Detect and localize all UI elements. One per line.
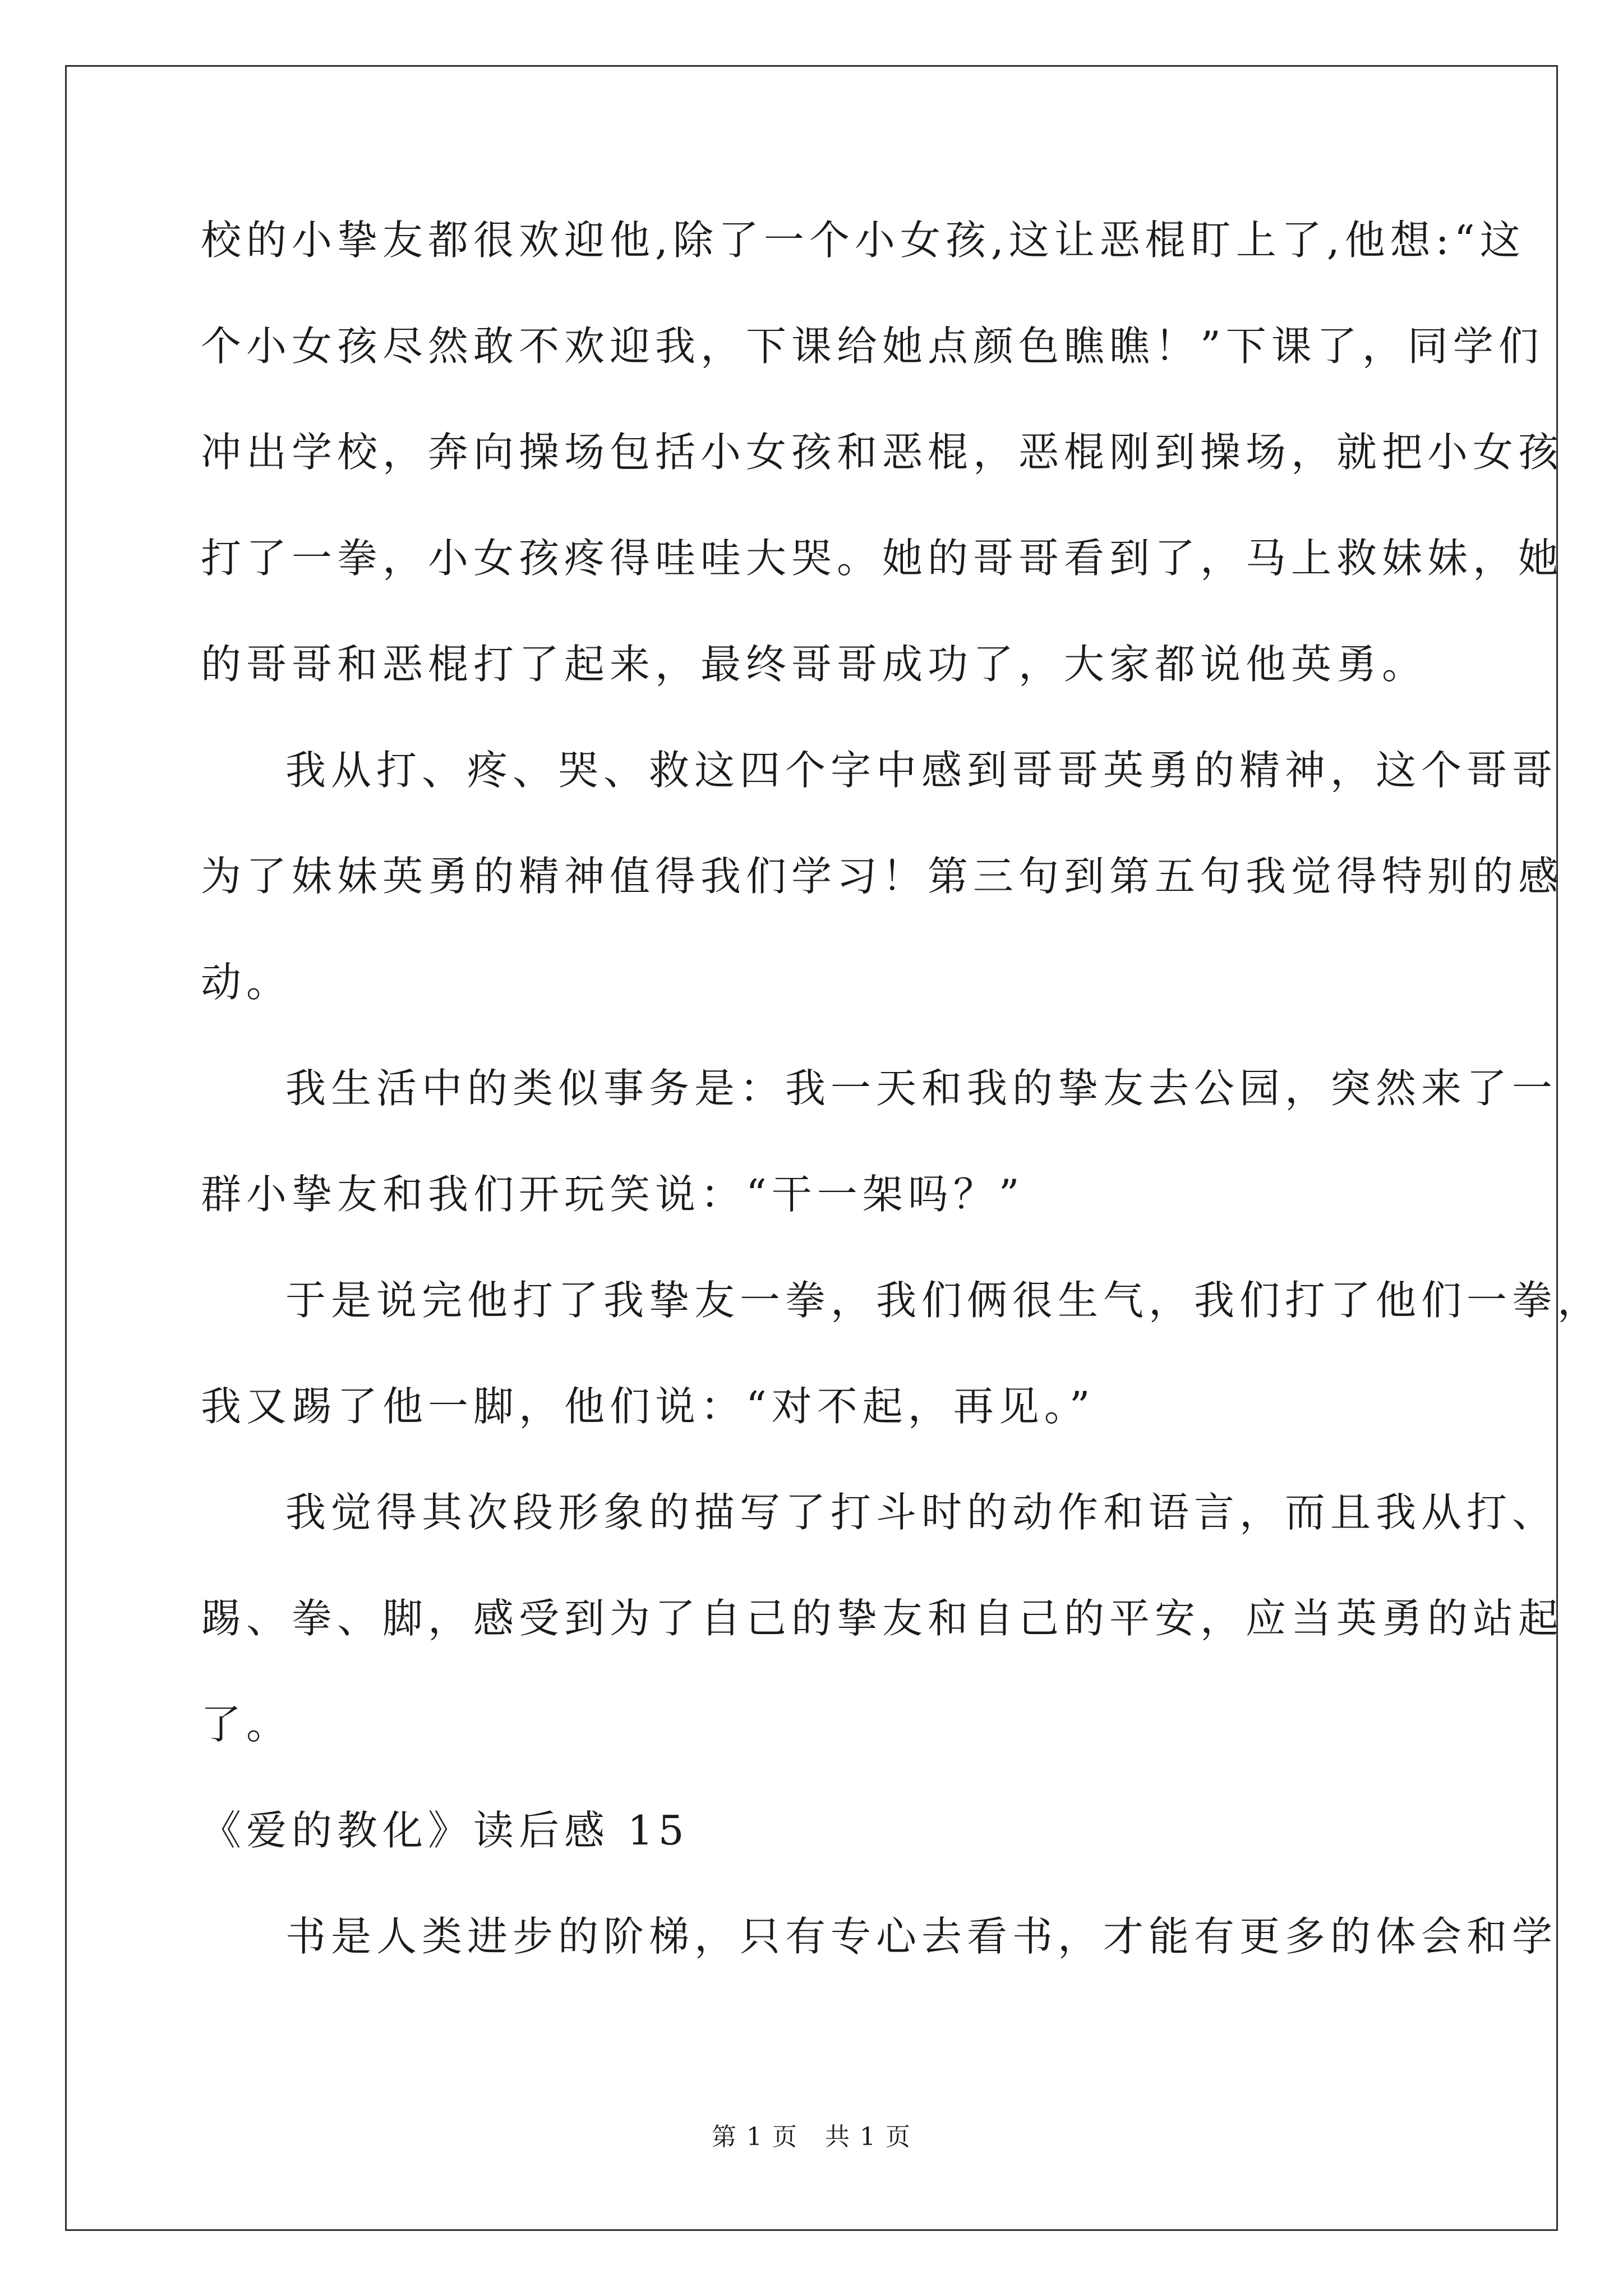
text-line: 个小女孩尽然敢不欢迎我，下课给她点颜色瞧瞧！”下课了，同学们 [201, 323, 1544, 370]
document-body [201, 213, 1603, 1963]
text-line: 群小挚友和我们开玩笑说：“干一架吗？” [201, 1171, 1025, 1218]
paragraph-start-line: 我从打、疼、哭、救这四个字中感到哥哥英勇的精神，这个哥哥 [285, 747, 1558, 794]
text-line: 校的小挚友都很欢迎他,除了一个小女孩,这让恶棍盯上了,他想:“这 [201, 217, 1525, 264]
paragraph-start-line: 于是说完他打了我挚友一拳，我们俩很生气，我们打了他们一拳， [285, 1277, 1603, 1324]
text-line: 了。 [201, 1701, 292, 1748]
text-line: 踢、拳、脚，感受到为了自己的挚友和自己的平安，应当英勇的站起 [201, 1595, 1564, 1642]
text-line: 为了妹妹英勇的精神值得我们学习！第三句到第五句我觉得特别的感 [201, 853, 1564, 900]
text-line: 的哥哥和恶棍打了起来，最终哥哥成功了，大家都说他英勇。 [201, 641, 1428, 688]
paragraph-start-line: 我觉得其次段形象的描写了打斗时的动作和语言，而且我从打、 [285, 1489, 1558, 1536]
paragraph-start-line: 我生活中的类似事务是：我一天和我的挚友去公园，突然来了一 [285, 1065, 1558, 1112]
section-heading: 《爱的教化》读后感 15 [201, 1807, 689, 1854]
paragraph-start-line: 书是人类进步的阶梯，只有专心去看书，才能有更多的体会和学 [285, 1913, 1558, 1960]
text-line: 打了一拳，小女孩疼得哇哇大哭。她的哥哥看到了，马上救妹妹，她 [201, 535, 1564, 582]
page-number-footer: 第 1 页 共 1 页 [712, 2123, 911, 2151]
text-line: 冲出学校，奔向操场包括小女孩和恶棍，恶棍刚到操场，就把小女孩 [201, 429, 1564, 476]
text-line: 我又踢了他一脚，他们说：“对不起，再见。” [201, 1383, 1095, 1430]
text-line: 动。 [201, 959, 292, 1006]
